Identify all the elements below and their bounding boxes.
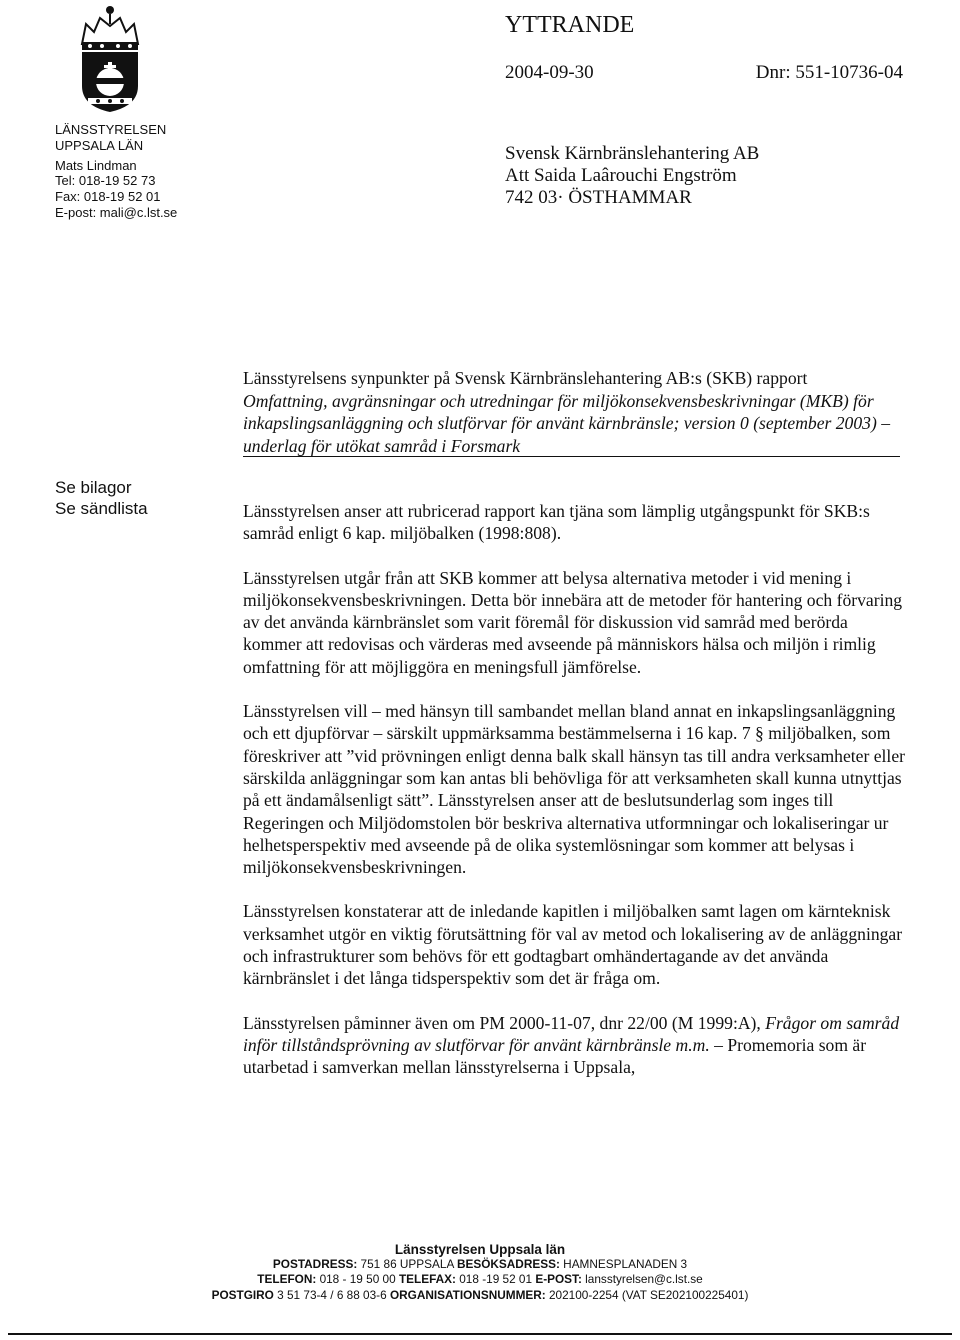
subject-italic: Omfattning, avgränsningar och utredningar för miljökonsekvensbeskrivningar (MKB) för inkapslingsanläggning och slutförvar för använt kärnbränsle; version 0 (september 2003) – underlag för utökat samråd i Forsmark <box>243 390 890 456</box>
document-dnr: Dnr: 551-10736-04 <box>755 62 903 83</box>
letterhead-footer <box>0 1242 960 1303</box>
sender-block <box>55 122 177 221</box>
subject-intro: Länsstyrelsens synpunkter på Svensk Kärnbränslehantering AB:s (SKB) rapport <box>243 368 808 388</box>
footer-postgiro-label: POSTGIRO <box>211 1287 274 1302</box>
footer-orgnr: 202100-2254 (VAT SE202100225401) <box>549 1287 749 1302</box>
side-note-sandlista: Se sändlista <box>55 498 148 518</box>
side-note-bilagor: Se bilagor <box>55 478 132 497</box>
document-type: YTTRANDE <box>505 12 635 38</box>
recipient-line2: Att Saida Laârouchi Engström <box>505 165 737 186</box>
body-paragraph-1: Länsstyrelsen anser att rubricerad rapport kan tjäna som lämplig utgångspunkt för SKB:s samråd enligt 6 kap. miljöbalken (1998:808). <box>243 501 870 544</box>
footer-epost: lansstyrelsen@c.lst.se <box>585 1272 703 1287</box>
footer-epost-label: E-POST: <box>535 1272 582 1287</box>
sender-email: E-post: mali@c.lst.se <box>55 204 178 220</box>
sender-org-line1: LÄNSSTYRELSEN <box>55 122 167 137</box>
sender-tel: Tel: 018-19 52 73 <box>55 173 156 189</box>
subject-block <box>243 367 903 457</box>
sender-fax: Fax: 018-19 52 01 <box>55 189 161 205</box>
side-notes <box>55 478 148 519</box>
footer-orgnr-label: ORGANISATIONSNUMMER: <box>389 1287 546 1302</box>
footer-besoksadress-label: BESÖKSADRESS: <box>456 1257 560 1272</box>
footer-besoksadress: HAMNESPLANADEN 3 <box>563 1257 688 1272</box>
body-paragraph-4: Länsstyrelsen konstaterar att de inledande kapitlen i miljöbalken samt lagen om kärnteknisk verksamhet utgör en viktig förutsättning för val av metod och lokalisering av de anläggningar och infrastrukturer som behövs för ett godtagbart omhändertagande av det använda kärnbränslet i det långa tidsperspektiv som det är fråga om. <box>243 901 903 989</box>
body-p5-end: – Promemoria som är utarbetad i samverkan mellan länsstyrelserna i Uppsala, <box>243 1034 867 1078</box>
sender-name: Mats Lindman <box>55 157 137 173</box>
footer-telefon: 018 - 19 50 00 <box>319 1272 396 1287</box>
footer-telefax-label: TELEFAX: <box>398 1272 456 1287</box>
footer-address-line <box>0 1257 960 1272</box>
footer-postadress: 751 86 UPPSALA <box>360 1257 454 1272</box>
sender-org-line2: UPPSALA LÄN <box>55 137 144 153</box>
body-paragraph-5 <box>243 1012 908 1079</box>
body-paragraph-2: Länsstyrelsen utgår från att SKB kommer att belysa alternativa metoder i vid mening i miljökonsekvensbeskrivningen. Detta bör innebära att de metoder för hantering och förvaring av det använda kärnbränslet som varit föremål för diskussion vid samråd med berörda kommer att redovisas och värderas med avseende på människors hälsa och miljön i rimlig omfattning för att möjliggöra en meningsfull jämförelse. <box>243 567 903 677</box>
recipient-line1: Svensk Kärnbränslehantering AB <box>505 143 760 164</box>
bottom-divider <box>8 1333 952 1335</box>
body-p5-italic: Frågor om samråd inför tillståndsprövning av slutförvar för använt kärnbränsle m.m. <box>243 1012 900 1055</box>
body-p5-start: Länsstyrelsen påminner även om PM 2000-11-07, dnr 22/00 (M 1999:A), <box>243 1012 766 1033</box>
footer-title: Länsstyrelsen Uppsala län <box>394 1242 566 1257</box>
footer-telefon-label: TELEFON: <box>257 1272 317 1287</box>
subject-underline <box>243 456 900 457</box>
coat-of-arms-icon <box>74 2 146 114</box>
footer-postgiro: 3 51 73-4 / 6 88 03-6 <box>277 1287 387 1302</box>
letter-body <box>243 500 908 1101</box>
footer-postadress-label: POSTADRESS: <box>272 1257 358 1272</box>
recipient-block <box>505 143 759 209</box>
recipient-line3: 742 03· ÖSTHAMMAR <box>505 187 692 208</box>
footer-contact-line <box>0 1272 960 1287</box>
footer-telefax: 018 -19 52 01 <box>459 1272 533 1287</box>
body-paragraph-3: Länsstyrelsen vill – med hänsyn till sambandet mellan bland annat en inkapslingsanläggning och ett djupförvar – särskilt uppmärksamma bestämmelserna i 16 kap. 7 § miljöbalken, som föreskriver att ”vid prövningen enligt denna balk skall hänsyn tas till andra verksamheter eller särskilda anläggningar som kan antas bli behövliga för att verksamheten skall kunna utnyttjas på ett ändamålsenligt sätt”. Länsstyrelsen anser att de beslutsunderlag som inges till Regeringen och Miljödomstolen bör beskriva alternativa utformningar och lokaliseringar ur helhetsperspektiv med avseende på de olika systemlösningar som kommer att belysas i miljökonsekvensbeskrivningen. <box>243 701 905 878</box>
footer-giro-line <box>0 1288 960 1303</box>
document-date: 2004-09-30 <box>505 62 594 83</box>
